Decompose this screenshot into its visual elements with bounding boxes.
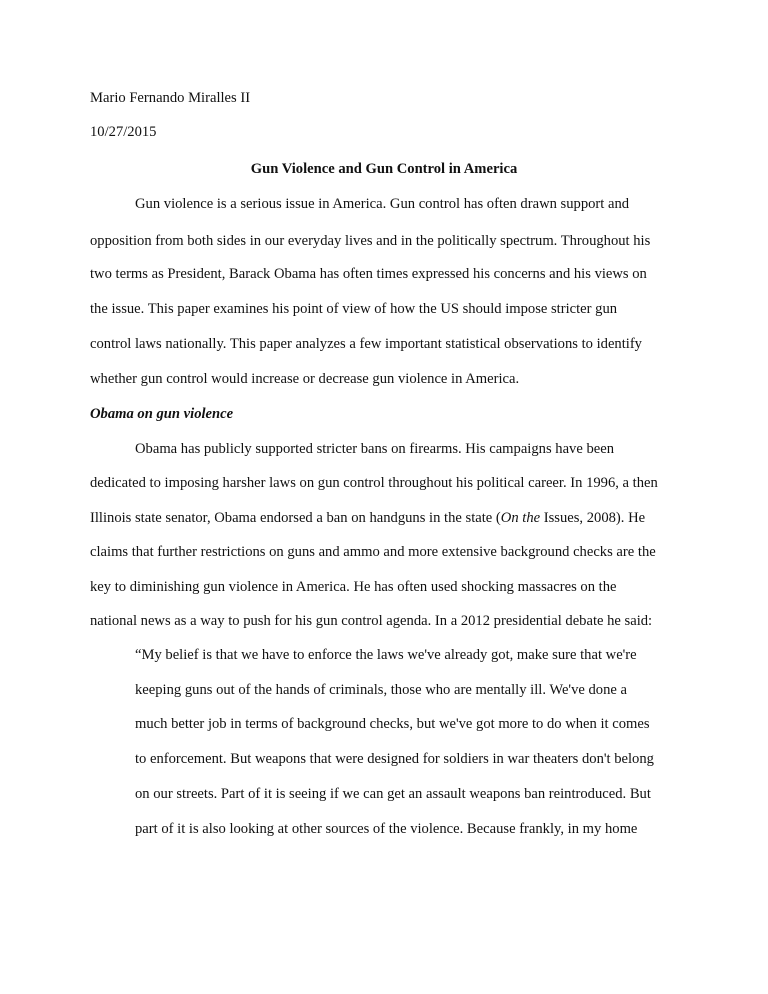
section-line: dedicated to imposing harsher laws on gun control throughout his political career. In 1996, a then — [90, 475, 658, 491]
citation-text-before: Illinois state senator, Obama endorsed a ban on handguns in the state ( — [90, 510, 501, 526]
section-line-citation — [90, 509, 645, 527]
quote-line: on our streets. Part of it is seeing if we can get an assault weapons ban reintroduced. But — [135, 786, 651, 802]
section-line: key to diminishing gun violence in America. He has often used shocking massacres on the — [90, 579, 617, 595]
quote-line: much better job in terms of background checks, but we've got more to do when it comes — [135, 716, 650, 732]
citation-text-after: Issues, 2008). He — [540, 510, 646, 526]
author-name: Mario Fernando Miralles II — [90, 90, 251, 106]
intro-line: the issue. This paper examines his point of view of how the US should impose stricter gun — [90, 301, 618, 317]
section-line: national news as a way to push for his gun control agenda. In a 2012 presidential debate he said: — [90, 613, 653, 629]
quote-line: part of it is also looking at other sources of the violence. Because frankly, in my home — [135, 821, 638, 837]
section-heading: Obama on gun violence — [90, 406, 234, 422]
section-line: claims that further restrictions on guns and ammo and more extensive background checks are the — [90, 544, 656, 560]
page-title: Gun Violence and Gun Control in America — [250, 161, 518, 177]
intro-line: opposition from both sides in our everyday lives and in the politically spectrum. Throughout his — [90, 233, 651, 249]
intro-line: whether gun control would increase or decrease gun violence in America. — [90, 371, 520, 387]
citation-source-italic: On the — [500, 510, 541, 526]
section-line: Obama has publicly supported stricter bans on firearms. His campaigns have been — [135, 441, 615, 457]
intro-line: two terms as President, Barack Obama has often times expressed his concerns and his views on — [90, 266, 647, 282]
intro-line: control laws nationally. This paper analyzes a few important statistical observations to identify — [90, 336, 642, 352]
quote-line: to enforcement. But weapons that were designed for soldiers in war theaters don't belong — [135, 751, 654, 767]
document-date: 10/27/2015 — [90, 124, 157, 140]
quote-line: “My belief is that we have to enforce the laws we've already got, make sure that we're — [135, 647, 637, 663]
intro-line: Gun violence is a serious issue in America. Gun control has often drawn support and — [135, 196, 630, 212]
quote-line: keeping guns out of the hands of criminals, those who are mentally ill. We've done a — [135, 682, 627, 698]
